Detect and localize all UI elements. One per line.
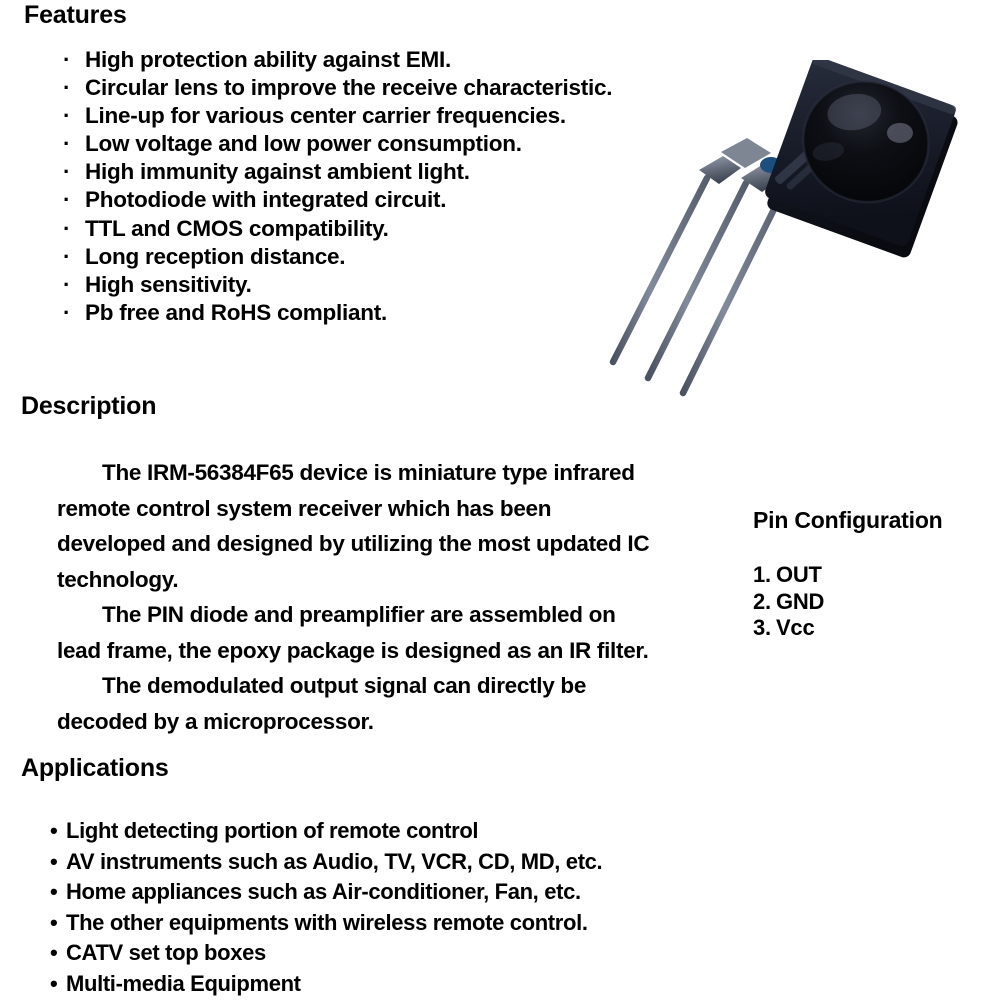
pin-number: 3. (753, 615, 771, 640)
pin-configuration-list (753, 562, 973, 642)
package-body (760, 60, 963, 259)
list-item-label: CATV set top boxes (66, 940, 266, 966)
lead-wire-1 (613, 178, 707, 362)
list-item-label: Multi-media Equipment (66, 970, 301, 996)
list-item-label: Pb free and RoHS compliant. (85, 299, 388, 325)
bullet-icon: · (63, 243, 71, 269)
lens-highlight-small (887, 123, 913, 143)
list-item (50, 816, 750, 847)
bullet-icon: • (50, 848, 58, 874)
bullet-icon: · (63, 75, 71, 101)
list-item (50, 847, 750, 878)
list-item-label: High immunity against ambient light. (85, 159, 470, 185)
bullet-icon: • (50, 909, 58, 935)
list-item (753, 589, 973, 616)
description-paragraph: The demodulated output signal can directly be decoded by a microprocessor. (57, 673, 587, 734)
features-heading: Features (24, 1, 127, 29)
bullet-icon: • (50, 818, 58, 843)
bullet-icon: · (63, 299, 71, 325)
list-item-label: Long reception distance. (85, 243, 346, 269)
bullet-icon: · (63, 47, 71, 72)
list-item-label: Line-up for various center carrier frequencies. (85, 103, 566, 129)
list-item-label: Circular lens to improve the receive characteristic. (85, 75, 613, 101)
description-body (57, 455, 662, 739)
ir-receiver-photo (595, 60, 1000, 425)
list-item-label: Home appliances such as Air-conditioner, Fan, etc. (66, 879, 581, 905)
bullet-icon: · (63, 159, 71, 185)
bullet-icon: · (63, 131, 71, 157)
bullet-icon: · (63, 271, 71, 297)
lead-wires (613, 178, 785, 393)
list-item-label: AV instruments such as Audio, TV, VCR, CD, MD, etc. (66, 848, 603, 874)
ir-receiver-illustration (595, 60, 1000, 425)
list-item-label: High protection ability against EMI. (85, 47, 452, 72)
list-item (753, 562, 973, 589)
bullet-icon: • (50, 940, 58, 966)
pin-number: 1. (753, 562, 771, 587)
bullet-icon: • (50, 879, 58, 905)
list-item-label: High sensitivity. (85, 271, 252, 297)
bullet-icon: · (63, 103, 71, 129)
list-item (50, 969, 750, 1000)
list-item (753, 615, 973, 642)
applications-heading: Applications (21, 754, 169, 782)
list-item-label: Low voltage and low power consumption. (85, 131, 522, 157)
bullet-icon: • (50, 970, 58, 996)
list-item (50, 908, 750, 939)
pin-name: OUT (775, 562, 822, 587)
list-item-label: Photodiode with integrated circuit. (85, 187, 447, 213)
bullet-icon: · (63, 187, 71, 213)
lead-wire-3 (683, 187, 785, 393)
pin-name: Vcc (775, 615, 815, 640)
list-item-label: Light detecting portion of remote control (66, 818, 479, 843)
applications-list (50, 816, 750, 1000)
pin-configuration-heading: Pin Configuration (753, 507, 943, 533)
bullet-icon: · (63, 215, 71, 241)
description-heading: Description (21, 392, 157, 420)
lead-wire-2 (648, 183, 746, 378)
list-item (50, 877, 750, 908)
pin-number: 2. (753, 588, 771, 614)
list-item (50, 938, 750, 969)
description-paragraph: The PIN diode and preamplifier are assembled on lead frame, the epoxy package is designed as an IR filter. (57, 602, 649, 663)
description-paragraph: The IRM-56384F65 device is miniature type infrared remote control system receiver which has been developed and designed by utilizing the most updated IC technology. (57, 460, 650, 592)
pin-name: GND (775, 588, 825, 614)
list-item-label: TTL and CMOS compatibility. (85, 215, 389, 241)
list-item-label: The other equipments with wireless remote control. (66, 909, 588, 935)
